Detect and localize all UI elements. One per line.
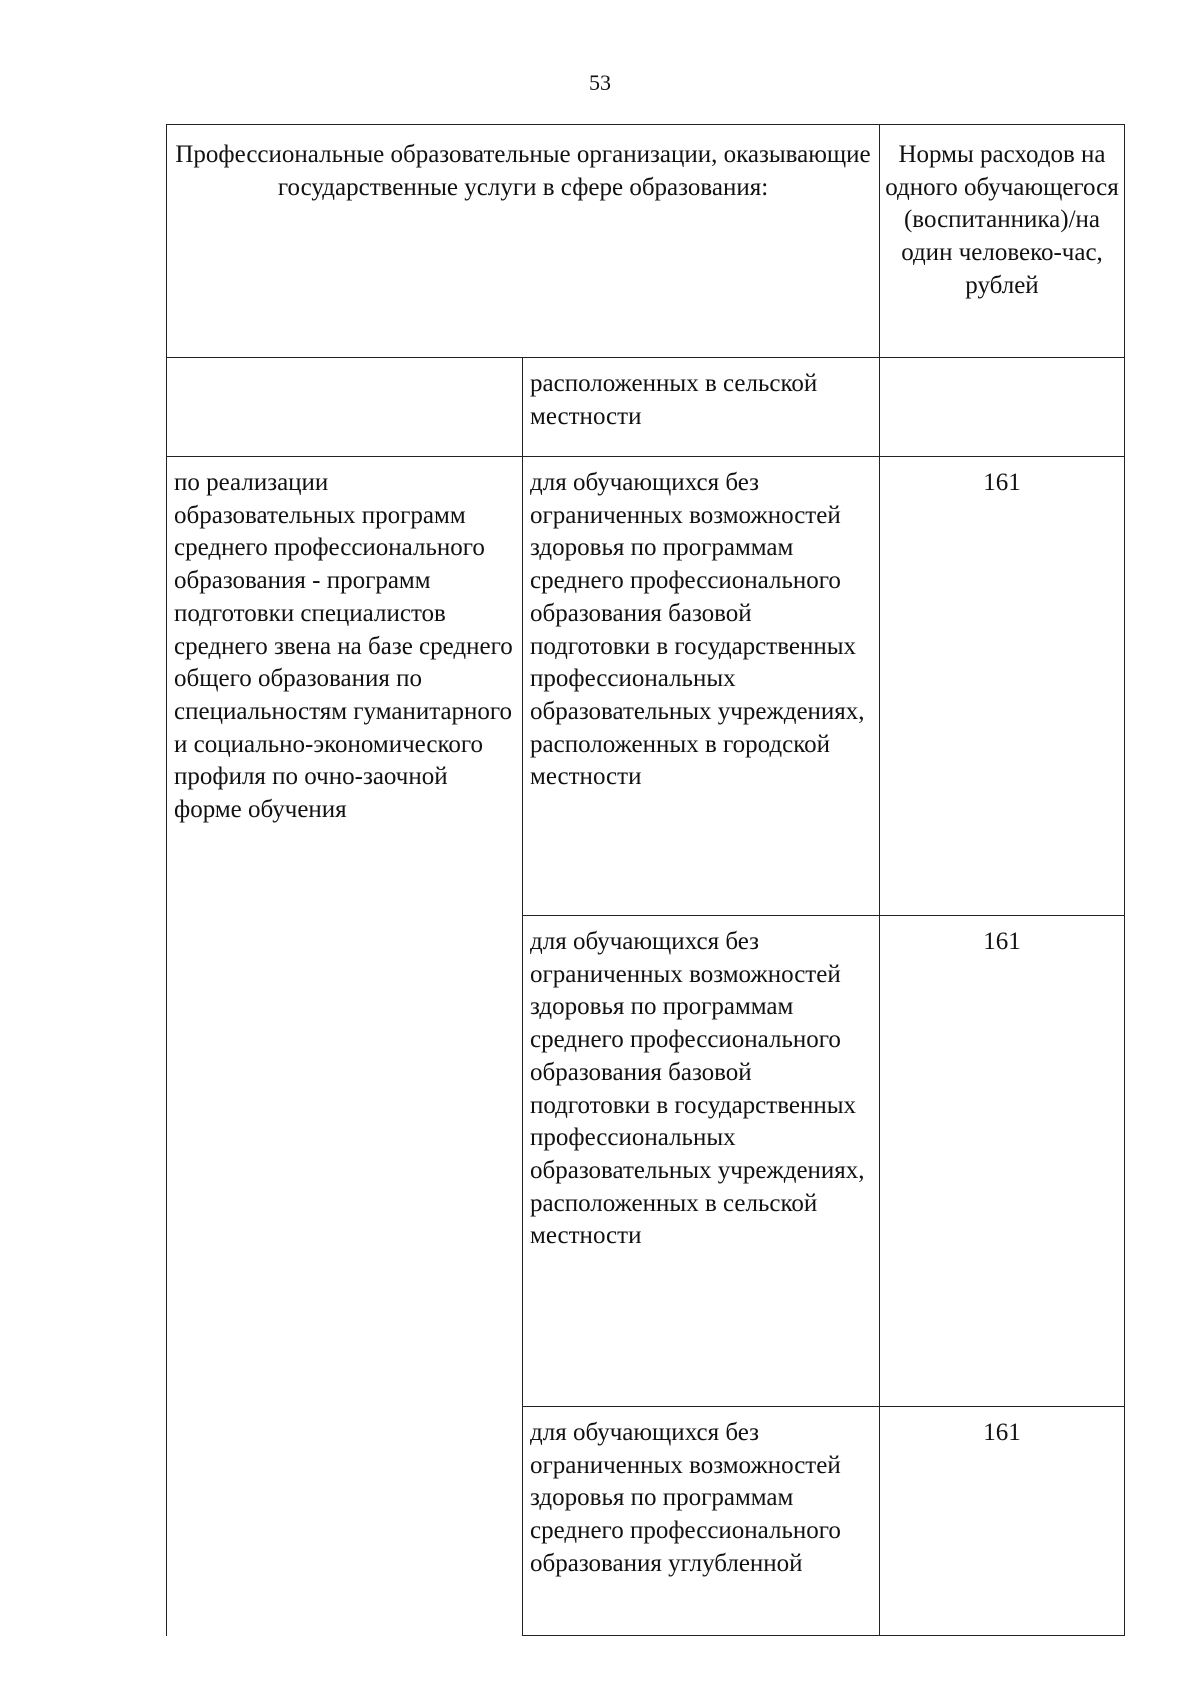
table-row <box>167 457 1125 916</box>
value-cell: 161 <box>880 457 1125 916</box>
page-number: 53 <box>589 70 611 95</box>
category-cell: расположенных в сельской местности <box>523 358 880 457</box>
value-cell: 161 <box>880 1407 1125 1636</box>
service-cell: по реализации образовательных программ среднего профессионального образования - программ подготовки специалистов среднего звена на базе среднего общего образования по специальностям гуманитарного и социально-экономического профиля по очно-заочной форме обучения <box>167 457 523 1636</box>
header-organizations: Профессиональные образовательные организации, оказывающие государственные услуги в сфере образования: <box>167 125 880 358</box>
table-header-row <box>167 125 1125 358</box>
table-row <box>167 358 1125 457</box>
category-cell: для обучающихся без ограниченных возможностей здоровья по программам среднего профессионального образования углубленной <box>523 1407 880 1636</box>
value-cell: 161 <box>880 916 1125 1407</box>
category-cell: для обучающихся без ограниченных возможностей здоровья по программам среднего профессионального образования базовой подготовки в государственных профессиональных образовательных учреждениях, расположенных в сельской местности <box>523 916 880 1407</box>
service-cell <box>167 358 523 457</box>
norms-table <box>166 124 1125 1636</box>
category-cell: для обучающихся без ограниченных возможностей здоровья по программам среднего профессионального образования базовой подготовки в государственных профессиональных образовательных учреждениях, расположенных в городской местности <box>523 457 880 916</box>
header-norms: Нормы расходов на одного обучающегося (воспитанника)/на один человеко-час, рублей <box>880 125 1125 358</box>
value-cell <box>880 358 1125 457</box>
